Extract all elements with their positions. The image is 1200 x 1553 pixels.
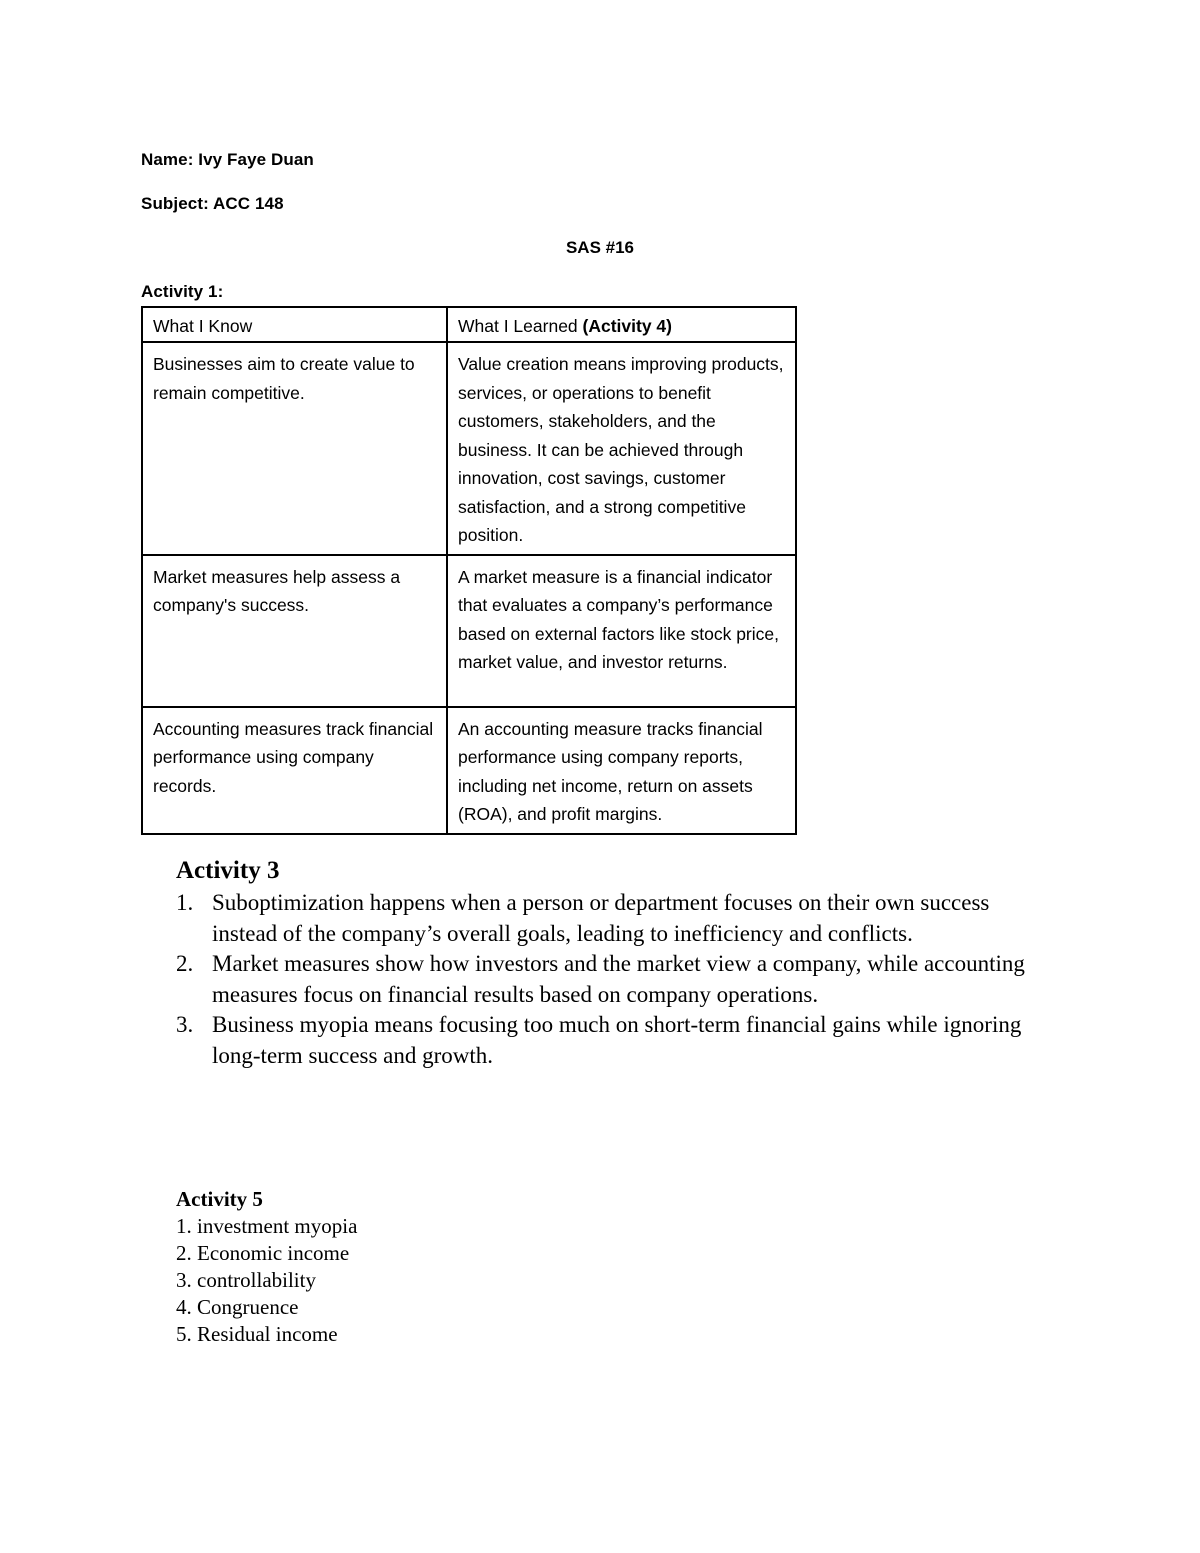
know-cell: Businesses aim to create value to remain competitive. [142, 342, 447, 555]
learned-cell: Value creation means improving products, services, or operations to benefit customers, stakeholders, and the business. It can be achieved through innovation, cost savings, customer satisfaction, and a strong competitive position. [447, 342, 796, 555]
column-header-what-i-know: What I Know [142, 307, 447, 342]
list-item: 5. Residual income [176, 1322, 338, 1346]
list-item-text: Business myopia means focusing too much on short-term financial gains while ignoring long-term success and growth. [212, 1012, 1022, 1068]
column-header-learned-suffix: (Activity 4) [582, 316, 672, 336]
learned-cell: A market measure is a financial indicator that evaluates a company’s performance based on external factors like stock price, market value, and investor returns. [447, 555, 796, 707]
list-item-text: Market measures show how investors and the market view a company, while accounting measures focus on financial results based on company operations. [212, 951, 1025, 1007]
list-item: 3. controllability [176, 1268, 316, 1292]
table-header-row [142, 307, 796, 342]
list-item [176, 1010, 1036, 1071]
activity3-section [176, 854, 1036, 1071]
list-item-number: 1. [176, 890, 194, 915]
column-header-what-i-learned [447, 307, 796, 342]
list-item [176, 888, 1036, 949]
know-cell: Accounting measures track financial performance using company records. [142, 707, 447, 834]
list-item-number: 3. [176, 1012, 194, 1037]
list-item-text: Suboptimization happens when a person or department focuses on their own success instead of the company’s overall goals, leading to inefficiency and conflicts. [212, 890, 990, 946]
list-item-number: 2. [176, 951, 194, 976]
list-item: 2. Economic income [176, 1241, 350, 1265]
subject-line: Subject: ACC 148 [141, 194, 284, 213]
activity3-heading: Activity 3 [176, 857, 280, 884]
activity5-list [176, 1213, 776, 1348]
list-item: 1. investment myopia [176, 1214, 358, 1238]
list-item: 4. Congruence [176, 1295, 299, 1319]
know-cell: Market measures help assess a company's success. [142, 555, 447, 707]
sas-title: SAS #16 [565, 238, 635, 257]
list-item [176, 949, 1036, 1010]
table-row [142, 342, 796, 555]
activity5-section [176, 1186, 776, 1348]
learned-cell: An accounting measure tracks financial performance using company reports, including net income, return on assets (ROA), and profit margins. [447, 707, 796, 834]
table-row [142, 555, 796, 707]
activity3-list [176, 888, 1036, 1071]
kwl-table [141, 306, 797, 835]
activity5-heading: Activity 5 [176, 1187, 263, 1211]
column-header-learned-prefix: What I Learned [458, 316, 583, 336]
activity1-heading: Activity 1: [141, 282, 224, 301]
name-line: Name: Ivy Faye Duan [141, 150, 314, 169]
table-row [142, 707, 796, 834]
